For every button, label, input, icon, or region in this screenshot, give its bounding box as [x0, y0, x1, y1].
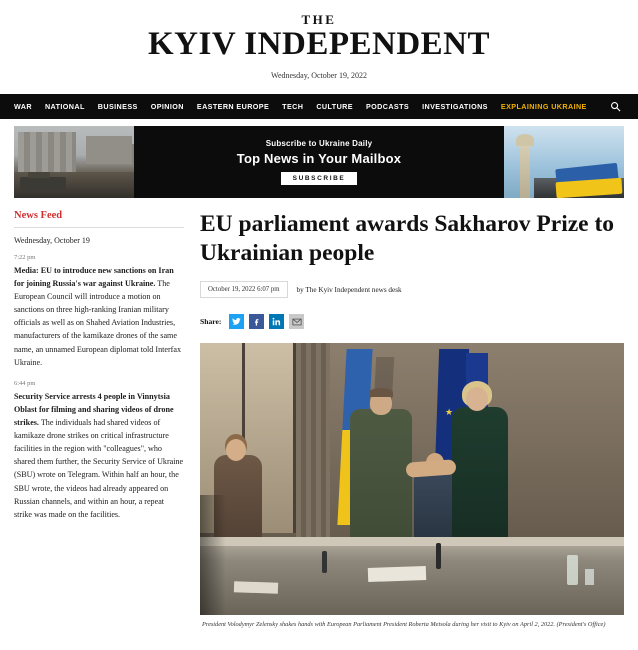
nav-items — [14, 102, 610, 111]
masthead-title[interactable]: KYIV INDEPENDENT — [147, 26, 491, 62]
page-content — [0, 198, 638, 636]
masthead-the: THE — [301, 12, 337, 27]
feed-item-text — [14, 264, 184, 369]
news-feed-sidebar — [14, 210, 184, 636]
promo-subtitle: Subscribe to Ukraine Daily — [265, 138, 373, 148]
main-navigation — [0, 94, 638, 119]
article-byline[interactable]: by The Kyiv Independent news desk — [296, 285, 402, 294]
feed-item-body: The European Council will introduce a motion on sanctions on three high-ranking Iranian military officials as well as on Shahed Aviation Industries, manufacturers of the kamikaze drones of the same name, an unnamed European diplomat told Interfax Ukraine. — [14, 279, 181, 367]
nav-item-eastern-europe[interactable]: EASTERN EUROPE — [196, 101, 270, 111]
article-main — [200, 210, 624, 636]
article-timestamp: October 19, 2022 6:07 pm — [200, 281, 288, 298]
nav-item-national[interactable]: NATIONAL — [44, 101, 85, 111]
feed-item-text — [14, 390, 184, 521]
promo-headline: Top News in Your Mailbox — [236, 150, 402, 166]
photo-caption: President Volodymyr Zelensky shakes hands with European Parliament President Roberta Metsola during her visit to Kyiv on April 2, 2022. (President's Office) — [202, 621, 606, 629]
news-feed-date: Wednesday, October 19 — [14, 235, 90, 245]
news-feed-title[interactable]: News Feed — [14, 210, 184, 228]
nav-item-business[interactable]: BUSINESS — [97, 101, 138, 111]
share-label: Share: — [200, 317, 222, 327]
subscribe-button[interactable]: SUBSCRIBE — [281, 172, 358, 185]
feed-item-lead: Media: EU to introduce new sanctions on Iran for joining Russia's war against Ukraine. — [14, 265, 174, 289]
article-photo — [200, 343, 624, 615]
twitter-icon[interactable] — [229, 314, 244, 329]
nav-item-explaining-ukraine[interactable]: EXPLAINING UKRAINE — [500, 101, 587, 111]
feed-item-body: The individuals had shared videos of kamikaze drone strikes on critical infrastructure facilities in the region with "colleagues", who shared them further, the Security Service of Ukraine (SBU) wrote on Telegram. Within half an hour, the SBU wrote, the videos had already appeared on Russian channels, and within an hour, a repeat strike was made on the facilities. — [14, 418, 184, 519]
promo-text-block — [134, 126, 504, 198]
nav-item-podcasts[interactable]: PODCASTS — [365, 101, 410, 111]
feed-item-time: 7:22 pm — [14, 253, 36, 261]
nav-item-investigations[interactable]: INVESTIGATIONS — [422, 101, 488, 111]
nav-item-tech[interactable]: TECH — [282, 101, 304, 111]
linkedin-icon[interactable] — [269, 314, 284, 329]
search-icon[interactable] — [610, 101, 624, 112]
nav-item-opinion[interactable]: OPINION — [150, 101, 184, 111]
nav-item-culture[interactable]: CULTURE — [316, 101, 353, 111]
facebook-icon[interactable] — [249, 314, 264, 329]
list-item[interactable] — [14, 380, 184, 521]
promo-image-war-ruins — [14, 126, 134, 198]
promo-image-flag-crowd — [504, 126, 624, 198]
masthead — [0, 0, 638, 86]
list-item[interactable] — [14, 254, 184, 369]
masthead-date: Wednesday, October 19, 2022 — [271, 70, 367, 80]
article-figure — [200, 343, 624, 635]
feed-item-time: 6:44 pm — [14, 379, 36, 387]
article-meta — [200, 281, 624, 298]
share-bar — [200, 314, 624, 329]
nav-item-war[interactable]: WAR — [14, 101, 32, 111]
feed-item-lead: Security Service arrests 4 people in Vinnytsia Oblast for filming and sharing videos of drone strikes. — [14, 391, 174, 428]
page-title: EU parliament awards Sakharov Prize to Ukrainian people — [200, 210, 615, 266]
newsletter-promo-banner[interactable] — [14, 126, 624, 198]
email-icon[interactable] — [289, 314, 304, 329]
